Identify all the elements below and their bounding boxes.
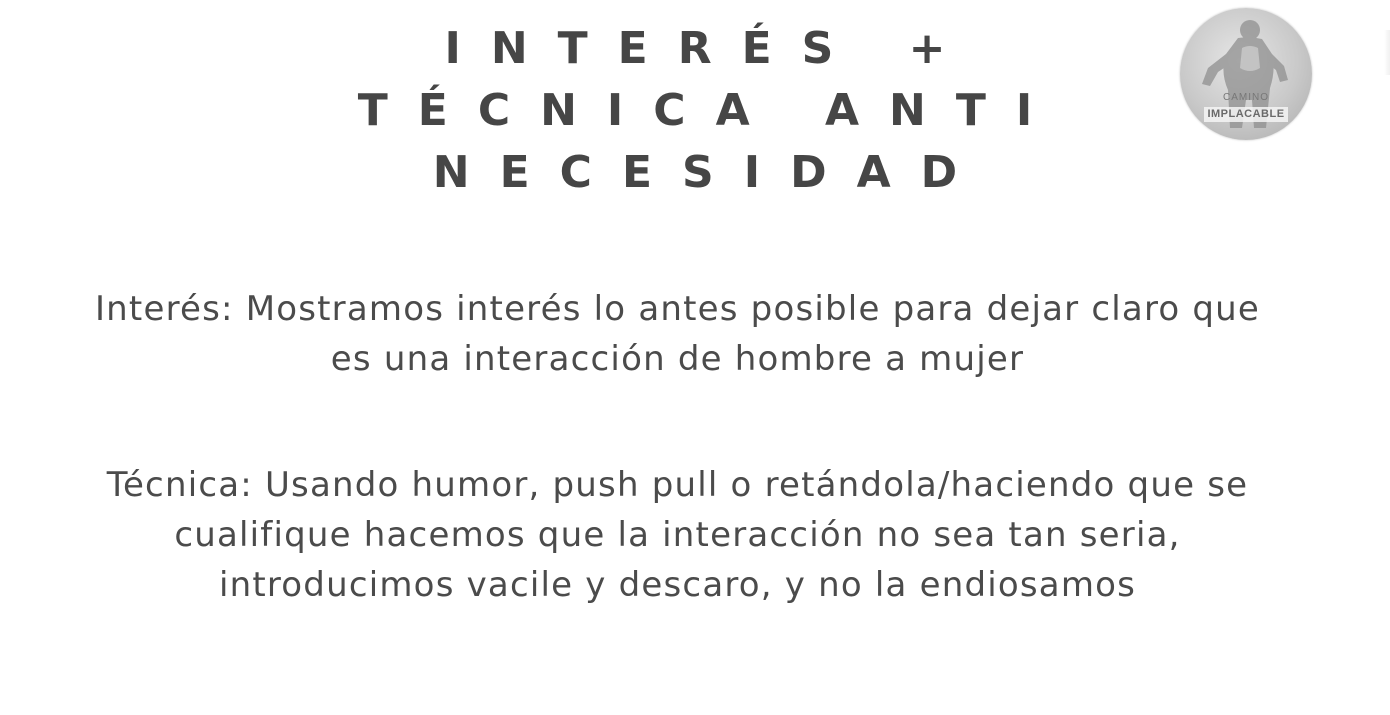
slide-title xyxy=(295,18,1095,204)
logo-text-camino: CAMINO xyxy=(1223,92,1269,103)
paragraph-line: es una interacción de hombre a mujer xyxy=(330,339,1025,379)
logo-text-implacable: IMPLACABLE xyxy=(1204,107,1287,122)
slide-title-line: NECESIDAD xyxy=(432,147,988,198)
logo-text xyxy=(1180,92,1312,122)
paragraph-line: introducimos vacile y descaro, y no la endiosamos xyxy=(218,565,1137,605)
slide-title-line: TÉCNICA ANTI xyxy=(357,85,1063,136)
paragraph-line: Interés: Mostramos interés lo antes posible para dejar claro que xyxy=(94,289,1261,329)
paragraph-line: cualifique hacemos que la interacción no sea tan seria, xyxy=(174,515,1181,555)
interes-paragraph xyxy=(20,284,1335,384)
tecnica-paragraph xyxy=(20,460,1335,610)
edge-shadow xyxy=(1384,30,1390,75)
slide-title-line: INTERÉS + xyxy=(444,23,976,74)
paragraph-line: Técnica: Usando humor, push pull o retándola/haciendo que se xyxy=(106,465,1249,505)
brand-logo xyxy=(1180,8,1312,140)
